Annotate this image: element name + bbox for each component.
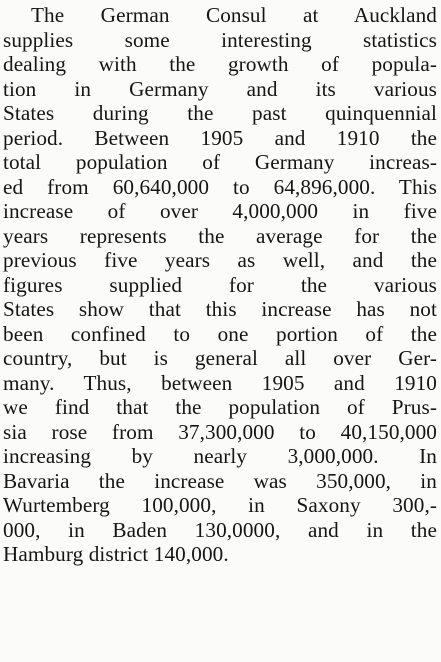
article-line: country, but is general all over Ger- <box>3 346 437 370</box>
article-line: ed from 60,640,000 to 64,896,000. This <box>3 174 437 199</box>
article-line: many. Thus, between 1905 and 1910 <box>3 370 437 395</box>
article-line: dealing with the growth of popula- <box>3 52 437 76</box>
article-line: Bavaria the increase was 350,000, in <box>3 468 437 493</box>
article-line: increase of over 4,000,000 in five <box>3 199 437 223</box>
article-line: sia rose from 37,300,000 to 40,150,000 <box>3 419 437 444</box>
article-line: previous five years as well, and the <box>3 248 437 272</box>
article-line: Hamburg district 140,000. <box>3 542 229 566</box>
article-line: States during the past quinquennial <box>3 101 437 125</box>
article-line: States show that this increase has not <box>3 297 437 321</box>
article-text <box>3 3 437 567</box>
article-line: The German Consul at Auckland <box>31 3 437 27</box>
article-line: Wurtemberg 100,000, in Saxony 300,- <box>3 493 437 517</box>
article-line: years represents the average for the <box>3 223 437 248</box>
article-line: period. Between 1905 and 1910 the <box>3 125 437 150</box>
article-line: tion in Germany and its various <box>3 76 437 101</box>
article-line: total population of Germany increas- <box>3 150 437 174</box>
article-line: been confined to one portion of the <box>3 321 437 346</box>
article-line: increasing by nearly 3,000,000. In <box>3 444 437 468</box>
article-line: supplies some interesting statistics <box>3 27 437 52</box>
article-line: figures supplied for the various <box>3 272 437 297</box>
article-line: 000, in Baden 130,0000, and in the <box>3 517 437 542</box>
article-line: we find that the population of Prus- <box>3 395 437 419</box>
